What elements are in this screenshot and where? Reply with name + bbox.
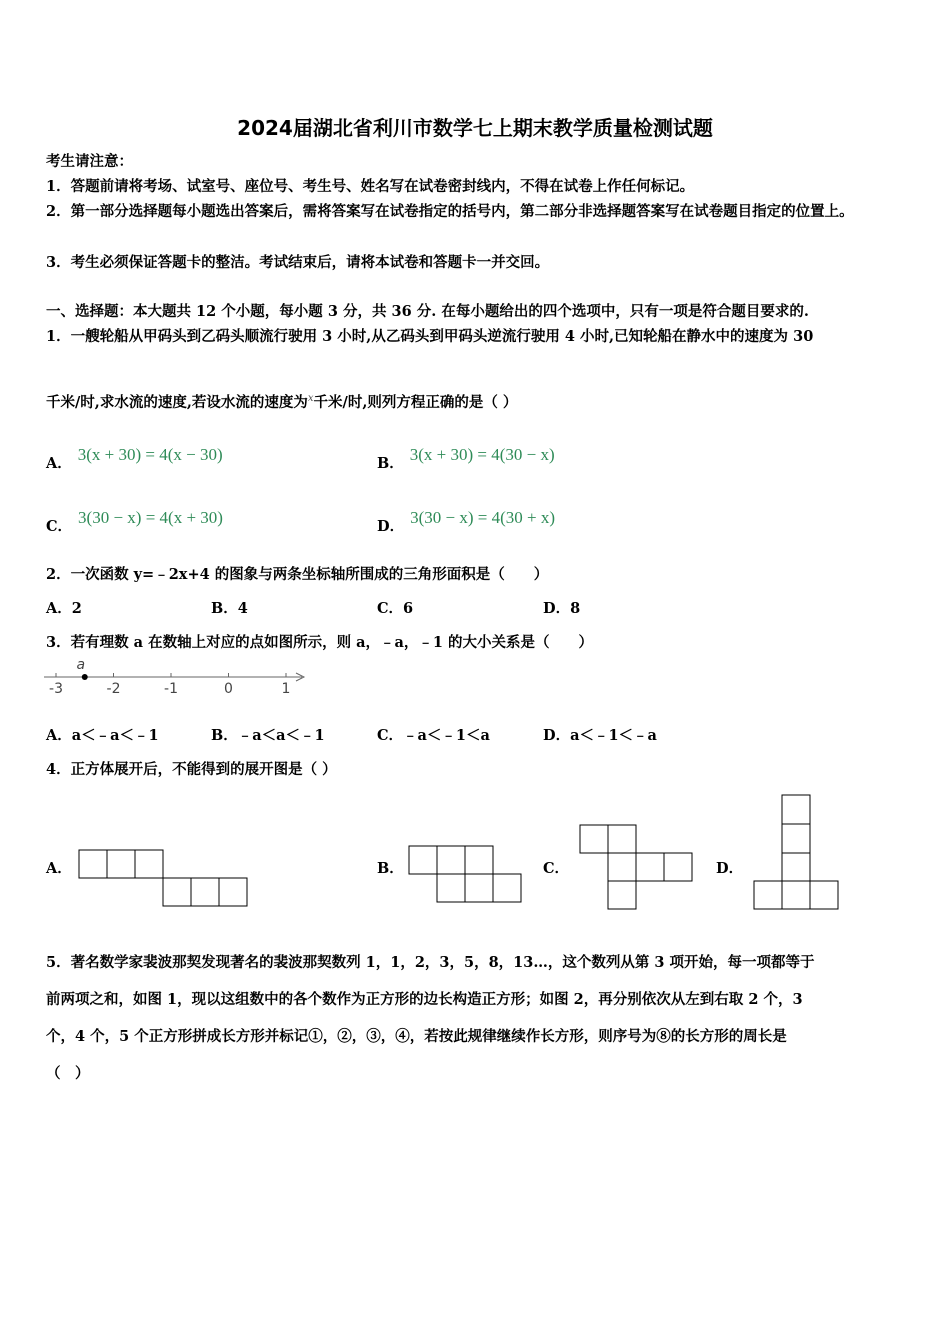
q3-option-a[interactable]: A．a＜﹣a＜﹣1 (46, 727, 159, 744)
q4-net-a[interactable] (78, 849, 251, 907)
net-a-cell (107, 850, 135, 878)
q1-stem-line2a: 千米/时,求水流的速度,若设水流的速度为 (46, 393, 308, 411)
q4-option-c-label[interactable]: C． (543, 860, 570, 877)
section-heading: 一、选择题：本大题共 12 个小题，每小题 3 分，共 36 分. 在每小题给出的四个选项中，只有一项是符合题目要求的. (46, 303, 809, 320)
net-b-cell (465, 874, 493, 902)
q2-option-d[interactable]: D．8 (543, 600, 581, 617)
q2-option-a[interactable]: A．2 (46, 600, 82, 617)
page-title: 2024届湖北省利川市数学七上期末教学质量检测试题 (237, 116, 713, 140)
q1-option-d-label: D． (377, 518, 405, 535)
net-a-cell (191, 878, 219, 906)
number-line-tick-label: -1 (164, 681, 178, 697)
q2-option-c[interactable]: C．6 (377, 600, 414, 617)
net-b-cell (493, 874, 521, 902)
q3-option-b[interactable]: B．﹣a＜a＜﹣1 (211, 727, 325, 744)
q4-net-d[interactable] (752, 794, 842, 912)
q1-option-b[interactable] (377, 444, 555, 472)
q1-variable: x (307, 393, 314, 404)
q1-stem-line2 (46, 389, 517, 413)
net-b-cell (409, 846, 437, 874)
net-a-cell (219, 878, 247, 906)
q1-option-d-expr: 3(30 − x) = 4(30 + x) (410, 508, 555, 527)
q2-option-b[interactable]: B．4 (211, 600, 248, 617)
net-d-cell (782, 824, 810, 853)
q4-option-d-label[interactable]: D． (716, 860, 744, 877)
q5-stem-line4: （ ） (46, 1065, 90, 1082)
q1-option-c-expr: 3(30 − x) = 4(x + 30) (78, 508, 223, 527)
net-b-cell (465, 846, 493, 874)
net-b-cell (437, 846, 465, 874)
number-line-tick-label: -2 (106, 681, 121, 697)
q1-option-d[interactable] (377, 507, 555, 535)
net-c-cell (608, 825, 636, 853)
q1-option-a-expr: 3(x + 30) = 4(x − 30) (77, 445, 223, 464)
notice-item-2: 2．第一部分选择题每小题选出答案后，需将答案写在试卷指定的括号内，第二部分非选择题答案写在试卷题目指定的位置上。 (46, 203, 854, 220)
number-line-point-label: a (76, 657, 86, 673)
notice-heading: 考生请注意： (46, 153, 133, 170)
q4-net-b[interactable] (408, 845, 526, 907)
q1-stem-line2b: 千米/时,则列方程正确的是（ ） (313, 393, 518, 411)
q4-stem: 4．正方体展开后，不能得到的展开图是（ ） (46, 761, 337, 778)
number-line-point-a (82, 674, 88, 680)
q3-option-d[interactable]: D．a＜﹣1＜﹣a (543, 727, 657, 744)
net-d-cell (782, 795, 810, 824)
q3-number-line (40, 656, 320, 702)
net-d-cell (754, 881, 782, 909)
net-a-cell (163, 878, 191, 906)
q5-stem-line1: 5．著名数学家裴波那契发现著名的裴波那契数列 1，1，2，3，5，8，13…，这个数列从第 3 项开始，每一项都等于 (46, 954, 815, 971)
net-c-cell (664, 853, 692, 881)
q3-stem: 3．若有理数 a 在数轴上对应的点如图所示，则 a，﹣a，﹣1 的大小关系是（ ） (46, 634, 594, 651)
net-c-cell (636, 853, 664, 881)
q1-option-a[interactable] (46, 444, 223, 472)
net-d-cell (782, 853, 810, 881)
q1-option-a-label: A． (46, 455, 72, 472)
number-line-tick-label: 0 (224, 681, 233, 697)
net-c-cell (608, 881, 636, 909)
q5-stem-line3: 个，4 个，5 个正方形拼成长方形并标记①，②，③，④，若按此规律继续作长方形，则序号为⑧的长方形的周长是 (46, 1028, 787, 1045)
q5-stem-line2: 前两项之和，如图 1，现以这组数中的各个数作为正方形的边长构造正方形；如图 2，再分别依次从左到右取 2 个，3 (46, 991, 803, 1008)
q1-option-b-label: B． (377, 455, 404, 472)
net-a-cell (79, 850, 107, 878)
q1-option-c-label: C． (46, 518, 73, 535)
q4-option-b-label[interactable]: B． (377, 860, 404, 877)
net-c-cell (580, 825, 608, 853)
q4-net-c[interactable] (579, 824, 695, 914)
net-d-cell (782, 881, 810, 909)
number-line-tick-label: -3 (49, 681, 63, 697)
net-c-cell (608, 853, 636, 881)
number-line-tick-label: 1 (281, 681, 291, 697)
q4-option-a-label[interactable]: A． (46, 860, 72, 877)
notice-item-1: 1．答题前请将考场、试室号、座位号、考生号、姓名写在试卷密封线内，不得在试卷上作任何标记。 (46, 178, 695, 195)
net-b-cell (437, 874, 465, 902)
q2-stem: 2．一次函数 y=﹣2x+4 的图象与两条坐标轴所围成的三角形面积是（ ） (46, 566, 549, 583)
notice-item-3: 3．考生必须保证答题卡的整洁。考试结束后，请将本试卷和答题卡一并交回。 (46, 254, 550, 271)
q1-option-b-expr: 3(x + 30) = 4(30 − x) (409, 445, 555, 464)
q1-option-c[interactable] (46, 507, 223, 535)
q1-stem-line1: 1．一艘轮船从甲码头到乙码头顺流行驶用 3 小时,从乙码头到甲码头逆流行驶用 4 小时,已知轮船在静水中的速度为 30 (46, 328, 814, 345)
net-d-cell (810, 881, 838, 909)
net-a-cell (135, 850, 163, 878)
q3-option-c[interactable]: C．﹣a＜﹣1＜a (377, 727, 490, 744)
